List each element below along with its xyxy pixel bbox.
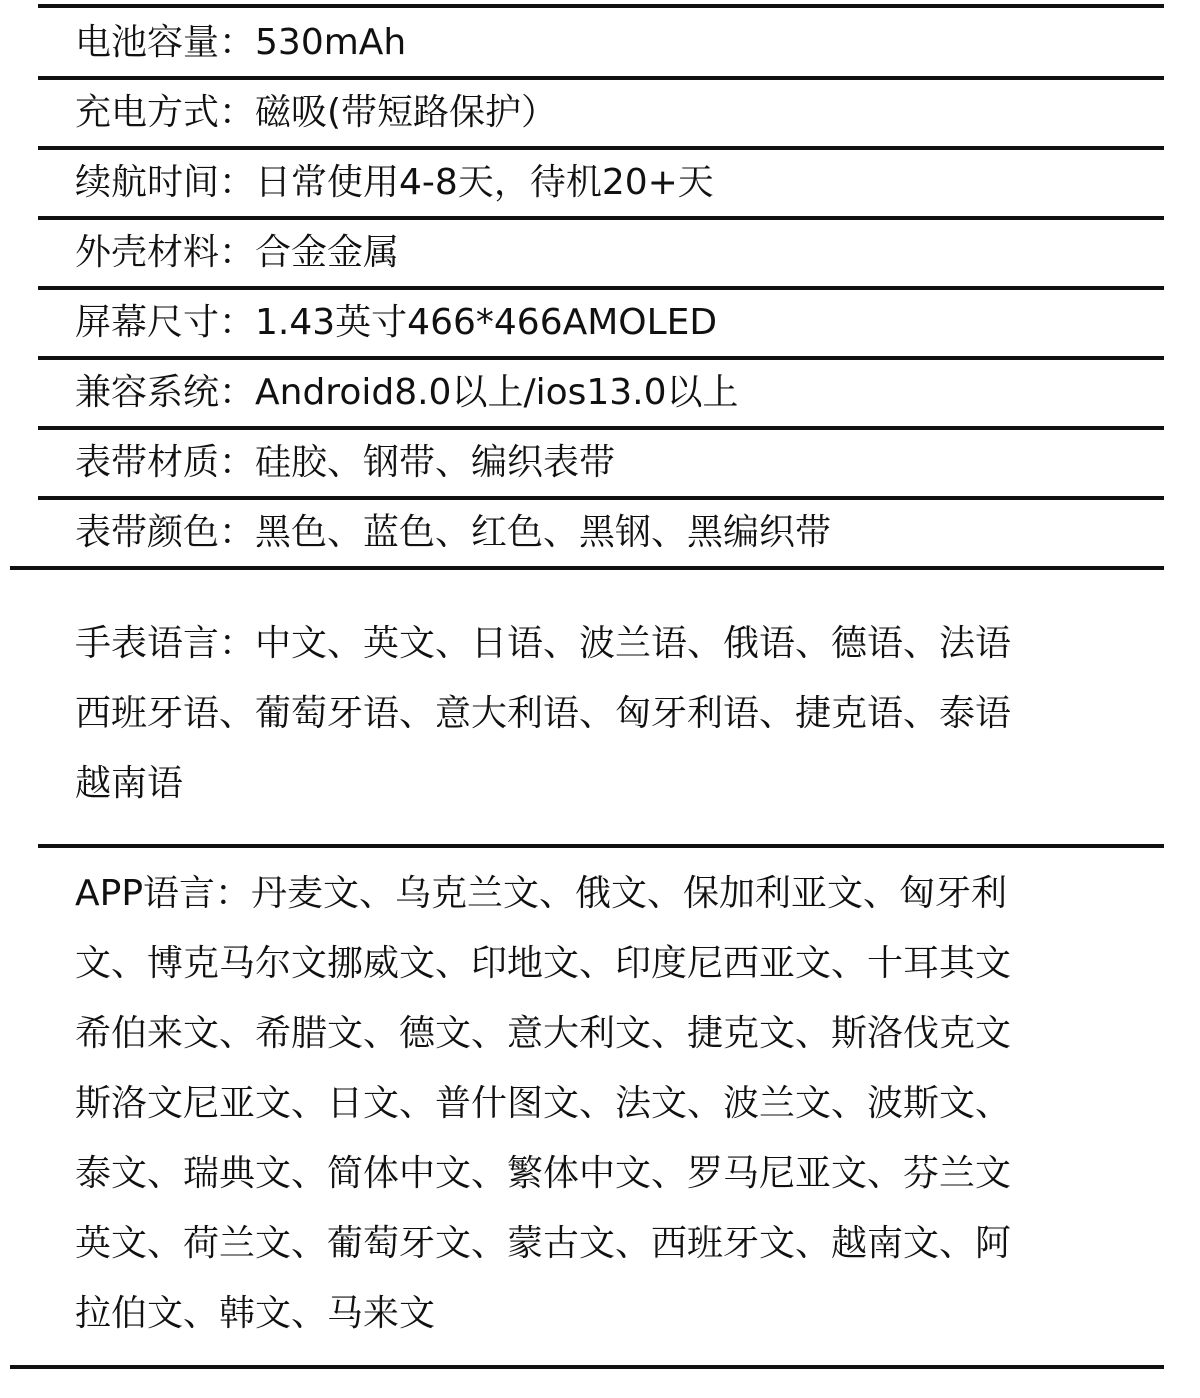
divider-bottom — [10, 1365, 1164, 1369]
spec-row-battery-life — [75, 148, 1135, 218]
spec-label: 外壳材料： — [75, 232, 256, 273]
spec-row-strap-material — [75, 428, 1135, 498]
app-language-line: 文、博克马尔文挪威文、印地文、印度尼西亚文、十耳其文 — [75, 943, 1012, 984]
app-language-block — [75, 859, 1115, 1349]
watch-language-line: 越南语 — [75, 763, 184, 804]
watch-language-line: 手表语言：中文、英文、日语、波兰语、俄语、德语、法语 — [75, 623, 1012, 664]
spec-value: 1.43英寸466*466AMOLED — [255, 302, 718, 343]
spec-label: 兼容系统： — [75, 372, 256, 413]
spec-row-strap-color — [75, 498, 1135, 568]
app-language-line: APP语言：丹麦文、乌克兰文、俄文、保加利亚文、匈牙利 — [75, 873, 1008, 914]
spec-label: 充电方式： — [75, 92, 256, 133]
app-language-line: 希伯来文、希腊文、德文、意大利文、捷克文、斯洛伐克文 — [75, 1013, 1012, 1054]
spec-label: 续航时间： — [75, 162, 256, 203]
divider — [38, 844, 1164, 848]
spec-value: 硅胶、钢带、编织表带 — [255, 442, 616, 483]
spec-row-compatibility — [75, 358, 1135, 428]
spec-label: 电池容量： — [75, 22, 256, 63]
spec-row-battery — [75, 8, 1135, 78]
watch-language-block — [75, 609, 1115, 819]
app-language-line: 斯洛文尼亚文、日文、普什图文、法文、波兰文、波斯文、 — [75, 1083, 1012, 1124]
spec-row-charging — [75, 78, 1135, 148]
app-language-line: 拉伯文、韩文、马来文 — [75, 1293, 436, 1334]
spec-value: 日常使用4-8天，待机20+天 — [255, 162, 714, 203]
spec-value: 黑色、蓝色、红色、黑钢、黑编织带 — [255, 512, 832, 553]
spec-label: 表带颜色： — [75, 512, 256, 553]
watch-language-line: 西班牙语、葡萄牙语、意大利语、匈牙利语、捷克语、泰语 — [75, 693, 1012, 734]
app-language-line: 英文、荷兰文、葡萄牙文、蒙古文、西班牙文、越南文、阿 — [75, 1223, 1012, 1264]
spec-value: Android8.0以上/ios13.0以上 — [255, 372, 739, 413]
spec-label: 表带材质： — [75, 442, 256, 483]
spec-row-case-material — [75, 218, 1135, 288]
app-language-line: 泰文、瑞典文、简体中文、繁体中文、罗马尼亚文、芬兰文 — [75, 1153, 1012, 1194]
spec-value: 磁吸(带短路保护） — [255, 92, 558, 133]
spec-row-screen-size — [75, 288, 1135, 358]
spec-label: 屏幕尺寸： — [75, 302, 256, 343]
spec-value: 合金金属 — [255, 232, 400, 273]
spec-value: 530mAh — [255, 22, 407, 63]
